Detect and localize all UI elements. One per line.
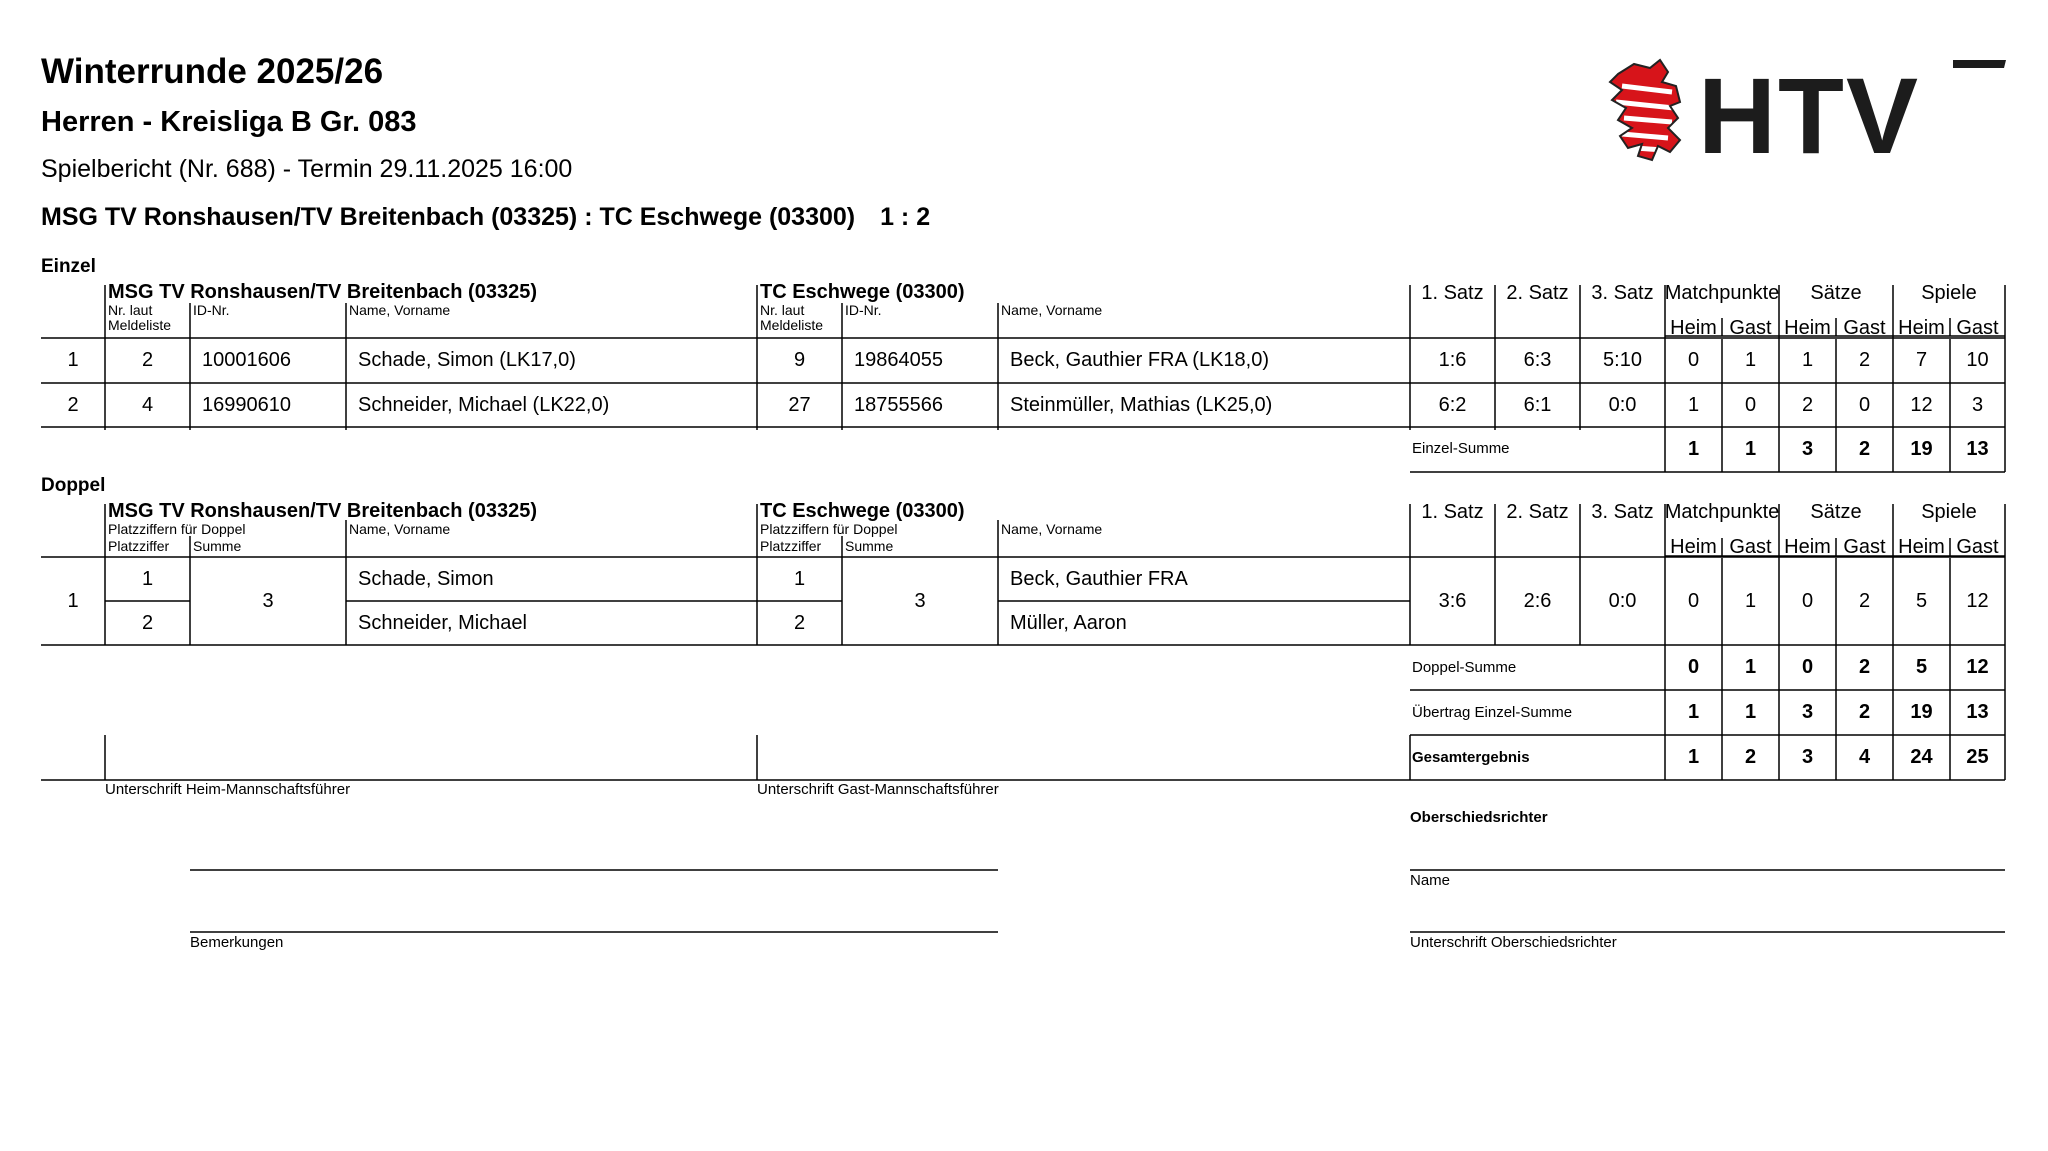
doppel-sa-gast-header: Gast [1843, 535, 1886, 558]
doppel-away-platz-label: Platzziffern für Doppel [760, 521, 898, 537]
doppel-mp-heim-header: Heim [1670, 535, 1717, 558]
htv-logo-text: HTV [1698, 56, 1920, 171]
oberschiedsrichter-label: Oberschiedsrichter [1410, 809, 1548, 826]
away-summe: 3 [914, 589, 926, 612]
section-doppel: Doppel [41, 475, 106, 496]
report-info: Spielbericht (Nr. 688) - Termin 29.11.2025 16:00 [41, 155, 573, 183]
section-einzel: Einzel [41, 256, 96, 277]
einzel-sa-gast-header: Gast [1843, 316, 1886, 339]
einzel-row-no: 1 [67, 349, 79, 371]
away-player-name-2: Müller, Aaron [1010, 611, 1127, 634]
mp-heim: 0 [1687, 349, 1700, 371]
doppel-satz1-header: 1. Satz [1421, 500, 1484, 523]
einzel-mp-gast-header: Gast [1729, 316, 1772, 339]
sp-heim: 5 [1915, 656, 1928, 678]
doppel-mp-gast-header: Gast [1729, 535, 1772, 558]
satz3-score: 0:0 [1608, 589, 1637, 612]
match-teams: MSG TV Ronshausen/TV Breitenbach (03325) : TC Eschwege (03300) [41, 203, 856, 231]
einzel-away-nr-label: Nr. laut Meldeliste [760, 302, 824, 333]
home-summe: 3 [262, 589, 274, 612]
away-id: 19864055 [854, 349, 943, 371]
doppel-away-team: TC Eschwege (03300) [760, 500, 965, 522]
mp-heim: 0 [1687, 589, 1700, 612]
sa-heim: 3 [1801, 438, 1814, 460]
doppel-away-name-label: Name, Vorname [1001, 521, 1103, 537]
away-nr: 27 [788, 393, 811, 416]
sa-heim: 3 [1801, 701, 1814, 723]
sp-gast: 12 [1966, 589, 1989, 612]
einzel-matchpunkte-header: Matchpunkte [1664, 281, 1780, 304]
sp-gast: 25 [1966, 746, 1989, 768]
doppel-satz3-header: 3. Satz [1591, 500, 1654, 523]
mp-gast: 1 [1744, 438, 1757, 460]
einzel-sa-heim-header: Heim [1784, 316, 1831, 339]
satz3-score: 0:0 [1608, 393, 1637, 416]
home-platzziffer-2: 2 [141, 611, 154, 634]
home-player-name-1: Schade, Simon [358, 567, 494, 590]
sp-gast: 12 [1966, 656, 1989, 678]
mp-heim: 1 [1687, 701, 1700, 723]
mp-gast: 1 [1744, 701, 1757, 723]
mp-gast: 1 [1744, 589, 1757, 612]
doppel-summe-label: Doppel-Summe [1412, 659, 1517, 676]
sp-heim: 5 [1915, 589, 1928, 612]
match-score: 1 : 2 [880, 203, 931, 231]
einzel-sp-gast-header: Gast [1956, 316, 1999, 339]
satz2-score: 2:6 [1523, 589, 1552, 612]
einzel-away-name-label: Name, Vorname [1001, 302, 1103, 318]
sp-gast: 10 [1966, 349, 1989, 371]
doppel-home-name-label: Name, Vorname [349, 521, 451, 537]
einzel-mp-heim-header: Heim [1670, 316, 1717, 339]
away-platzziffer-1: 1 [793, 567, 806, 590]
gesamt-label: Gesamtergebnis [1412, 749, 1530, 766]
einzel-satz1-header: 1. Satz [1421, 281, 1484, 304]
sa-heim: 3 [1801, 746, 1814, 768]
mp-gast: 1 [1744, 656, 1757, 678]
sa-heim: 1 [1801, 349, 1814, 371]
sp-gast: 3 [1971, 393, 1984, 416]
doppel-home-platz-label: Platzziffern für Doppel [108, 521, 246, 537]
einzel-away-team: TC Eschwege (03300) [760, 281, 965, 303]
sa-gast: 2 [1858, 438, 1871, 460]
doppel-matchpunkte-header: Matchpunkte [1664, 500, 1780, 523]
einzel-home-team: MSG TV Ronshausen/TV Breitenbach (03325) [108, 281, 537, 303]
away-platzziffer-2: 2 [793, 611, 806, 634]
sa-gast: 0 [1858, 393, 1871, 416]
bemerkungen-label: Bemerkungen [190, 934, 284, 951]
sig-gast-label: Unterschrift Gast-Mannschaftsführer [757, 781, 999, 798]
doppel-sp-gast-header: Gast [1956, 535, 1999, 558]
home-nr: 4 [141, 393, 154, 416]
sa-gast: 2 [1858, 589, 1871, 612]
sp-heim: 7 [1915, 349, 1928, 371]
einzel-spiele-header: Spiele [1921, 281, 1977, 304]
einzel-sp-heim-header: Heim [1898, 316, 1945, 339]
doppel-sp-heim-header: Heim [1898, 535, 1945, 558]
sa-gast: 2 [1858, 701, 1871, 723]
home-player-name: Schneider, Michael (LK22,0) [358, 393, 610, 416]
einzel-home-nr-label: Nr. laut Meldeliste [108, 302, 172, 333]
doppel-saetze-header: Sätze [1810, 500, 1862, 523]
sp-heim: 24 [1910, 746, 1933, 768]
home-player-name-2: Schneider, Michael [358, 611, 527, 634]
sp-heim: 19 [1910, 438, 1933, 460]
sa-heim: 2 [1801, 393, 1814, 416]
doppel-spiele-header: Spiele [1921, 500, 1977, 523]
einzel-satz3-header: 3. Satz [1591, 281, 1654, 304]
mp-heim: 1 [1687, 438, 1700, 460]
doppel-home-platzziffer-label: Platzziffer [108, 538, 170, 554]
einzel-satz2-header: 2. Satz [1506, 281, 1569, 304]
away-player-name-1: Beck, Gauthier FRA [1010, 567, 1188, 590]
sp-heim: 19 [1910, 701, 1933, 723]
doppel-home-team: MSG TV Ronshausen/TV Breitenbach (03325) [108, 500, 537, 522]
oberschiedsrichter-name-label: Name [1410, 872, 1451, 889]
sp-gast: 13 [1966, 701, 1989, 723]
doppel-away-platzziffer-label: Platzziffer [760, 538, 822, 554]
league-title: Herren - Kreisliga B Gr. 083 [41, 106, 417, 138]
sig-heim-label: Unterschrift Heim-Mannschaftsführer [105, 781, 351, 798]
home-id: 10001606 [202, 349, 291, 371]
home-nr: 2 [141, 349, 154, 371]
einzel-away-id-label: ID-Nr. [845, 302, 882, 318]
satz2-score: 6:1 [1523, 393, 1552, 416]
home-platzziffer-1: 1 [141, 567, 154, 590]
home-player-name: Schade, Simon (LK17,0) [358, 349, 576, 371]
einzel-home-name-label: Name, Vorname [349, 302, 451, 318]
satz1-score: 3:6 [1438, 589, 1467, 612]
away-player-name: Steinmüller, Mathias (LK25,0) [1010, 393, 1273, 416]
home-id: 16990610 [202, 393, 291, 416]
mp-heim: 1 [1687, 393, 1700, 416]
einzel-home-id-label: ID-Nr. [193, 302, 230, 318]
mp-gast: 0 [1744, 393, 1757, 416]
page-title: Winterrunde 2025/26 [41, 52, 384, 91]
mp-gast: 1 [1744, 349, 1757, 371]
satz1-score: 1:6 [1438, 349, 1467, 371]
doppel-satz2-header: 2. Satz [1506, 500, 1569, 523]
oberschiedsrichter-sig-label: Unterschrift Oberschiedsrichter [1410, 934, 1617, 951]
sp-gast: 13 [1966, 438, 1989, 460]
einzel-saetze-header: Sätze [1810, 281, 1862, 304]
away-nr: 9 [793, 349, 806, 371]
satz3-score: 5:10 [1603, 349, 1642, 371]
einzel-summe-label: Einzel-Summe [1412, 440, 1510, 457]
einzel-row-no: 2 [67, 393, 79, 416]
sa-heim: 0 [1801, 589, 1814, 612]
sa-gast: 4 [1858, 746, 1871, 768]
sa-gast: 2 [1858, 656, 1871, 678]
mp-gast: 2 [1744, 746, 1757, 768]
away-id: 18755566 [854, 393, 943, 416]
sa-heim: 0 [1801, 656, 1814, 678]
away-player-name: Beck, Gauthier FRA (LK18,0) [1010, 349, 1270, 371]
sa-gast: 2 [1858, 349, 1871, 371]
mp-heim: 0 [1687, 656, 1700, 678]
satz1-score: 6:2 [1438, 393, 1467, 416]
doppel-row-no: 1 [67, 589, 79, 612]
uebertrag-label: Übertrag Einzel-Summe [1412, 704, 1573, 721]
doppel-home-summe-label: Summe [193, 538, 242, 554]
doppel-away-summe-label: Summe [845, 538, 894, 554]
doppel-sa-heim-header: Heim [1784, 535, 1831, 558]
satz2-score: 6:3 [1523, 349, 1552, 371]
sp-heim: 12 [1910, 393, 1933, 416]
mp-heim: 1 [1687, 746, 1700, 768]
